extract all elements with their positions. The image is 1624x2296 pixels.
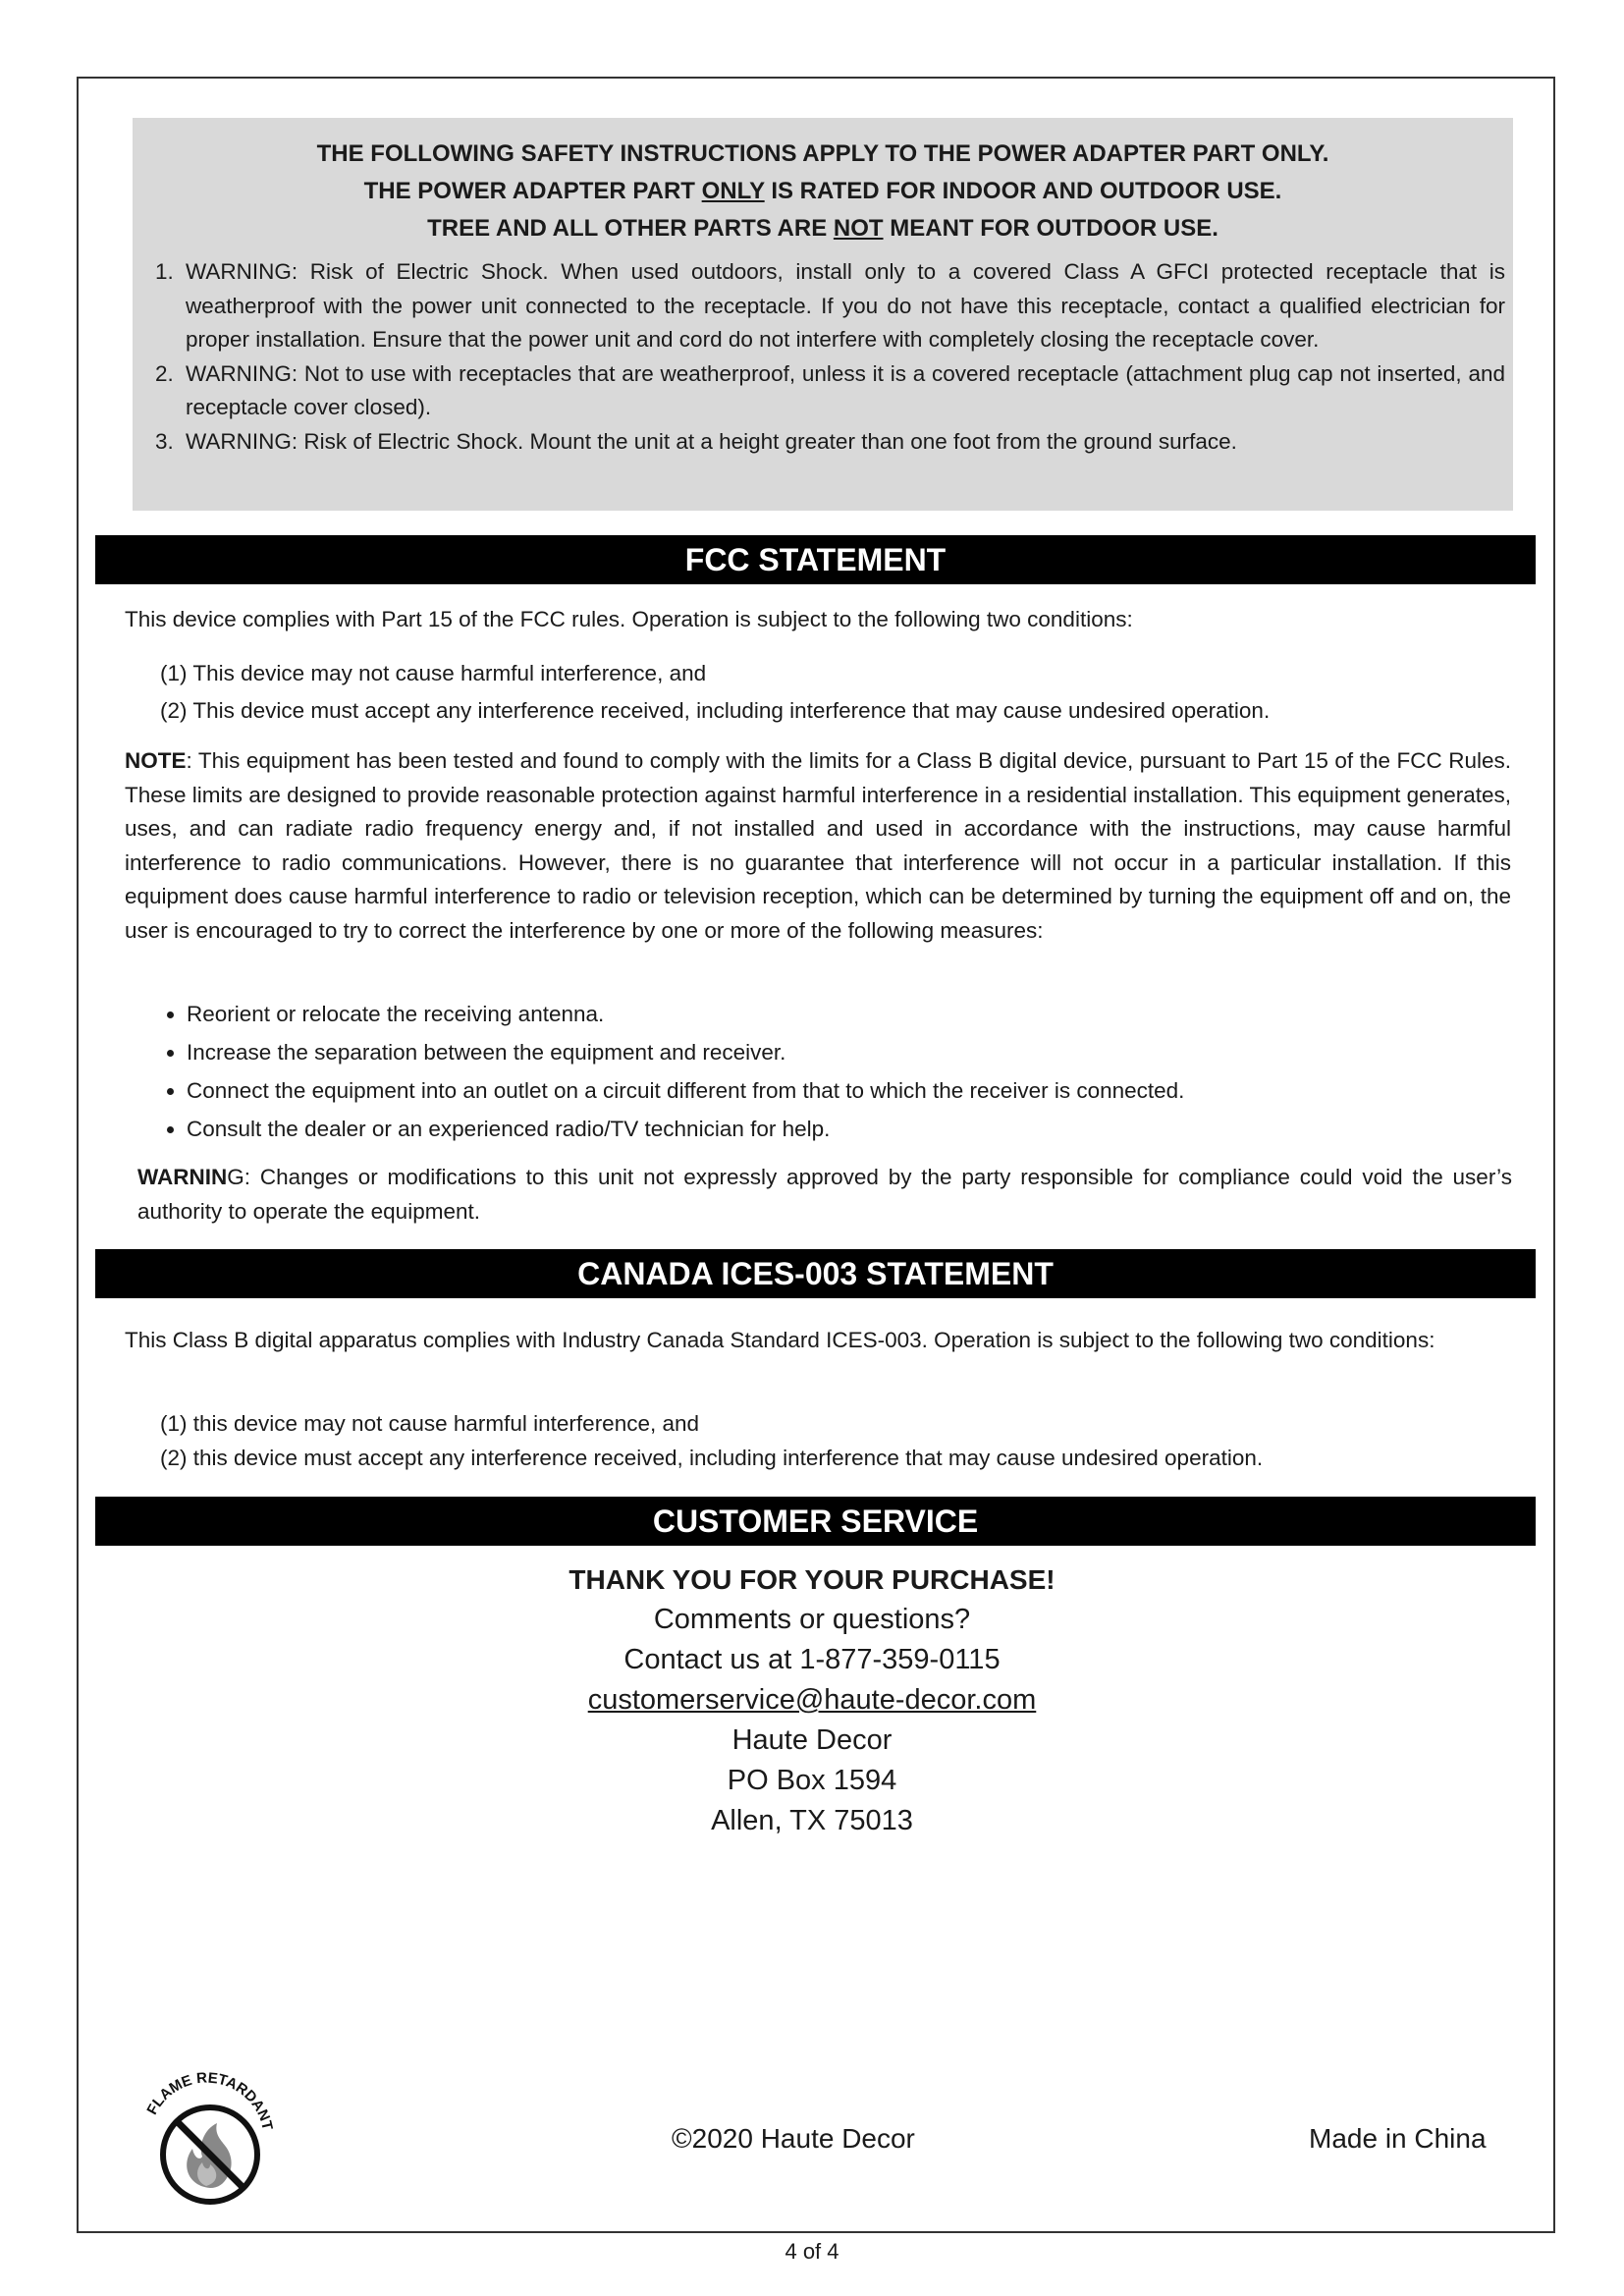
canada-intro: This Class B digital apparatus complies with Industry Canada Standard ICES-003. Operation is subject to the following two conditions:: [125, 1328, 1435, 1352]
fcc-condition-2: (2) This device must accept any interference received, including interference that may cause undesired operation.: [160, 698, 1271, 723]
email-link[interactable]: customerservice@haute-decor.com: [587, 1684, 1037, 1716]
contact-phone: Contact us at 1-877-359-0115: [623, 1644, 1001, 1675]
safety-warning-list: [140, 255, 1505, 459]
flame-retardant-logo: [124, 2039, 291, 2206]
customer-service-header: CUSTOMER SERVICE: [95, 1497, 1536, 1546]
fcc-warning: WARNING: Changes or modifications to this unit not expressly approved by the party responsible for compliance could void the user’s authority to operate the equipment.: [137, 1165, 1512, 1224]
safety-heading-3: TREE AND ALL OTHER PARTS ARE NOT MEANT FOR OUTDOOR USE.: [427, 215, 1218, 242]
safety-warning-item: 2. WARNING: Not to use with receptacles that are weatherproof, unless it is a covered receptacle (attachment plug cap not inserted, and receptacle cover closed).: [180, 357, 1505, 425]
customer-service-block: [0, 1559, 1624, 1841]
city-address: Allen, TX 75013: [711, 1805, 913, 1836]
list-item: • Increase the separation between the equipment and receiver.: [187, 1033, 1463, 1071]
svg-text:FLAME RETARDANT: [143, 2061, 283, 2134]
comments-text: Comments or questions?: [653, 1604, 971, 1635]
list-item: • Connect the equipment into an outlet on a circuit different from that to which the receiver is connected.: [187, 1071, 1463, 1110]
thank-you-text: THANK YOU FOR YOUR PURCHASE!: [568, 1564, 1056, 1595]
po-box: PO Box 1594: [727, 1765, 897, 1796]
safety-heading-2: THE POWER ADAPTER PART ONLY IS RATED FOR INDOOR AND OUTDOOR USE.: [363, 178, 1282, 204]
made-in-text: Made in China: [1309, 2123, 1487, 2154]
fcc-section-header: FCC STATEMENT: [95, 535, 1536, 584]
copyright-text: ©2020 Haute Decor: [672, 2123, 915, 2154]
fcc-note: NOTE: This equipment has been tested and found to comply with the limits for a Class B digital device, pursuant to Part 15 of the FCC Rules. These limits are designed to provide reasonable protection against harmful interference in a residential installation. This equipment generates, uses, and can radiate radio frequency energy and, if not installed and used in accordance with the instructions, may cause harmful interference to radio communications. However, there is no guarantee that interference will not occur in a particular installation. If this equipment does cause harmful interference to radio or television reception, which can be determined by turning the equipment off and on, the user is encouraged to try to correct the interference by one or more of the following measures:: [125, 748, 1511, 943]
company-name: Haute Decor: [731, 1724, 893, 1756]
canada-condition-2: (2) this device must accept any interference received, including interference that may cause undesired operation.: [160, 1446, 1264, 1470]
list-item: • Consult the dealer or an experienced radio/TV technician for help.: [187, 1110, 1463, 1148]
fcc-intro: This device complies with Part 15 of the FCC rules. Operation is subject to the following two conditions:: [125, 607, 1133, 631]
fcc-measures-list: [157, 995, 1463, 1148]
canada-section-header: CANADA ICES-003 STATEMENT: [95, 1249, 1536, 1298]
logo-arc-text: FLAME RETARDANT: [143, 2069, 276, 2132]
safety-warning-item: 3. WARNING: Risk of Electric Shock. Mount the unit at a height greater than one foot from the ground surface.: [180, 425, 1505, 460]
safety-warning-item: 1. WARNING: Risk of Electric Shock. When used outdoors, install only to a covered Class A GFCI protected receptacle that is weatherproof with the power unit connected to the receptacle. If you do not have this receptacle, contact a qualified electrician for proper installation. Ensure that the power unit and cord do not interfere with completely closing the receptacle cover.: [180, 255, 1505, 357]
page-number: 4 of 4: [785, 2239, 839, 2264]
fcc-condition-1: (1) This device may not cause harmful interference, and: [160, 661, 707, 685]
safety-instructions-box: [133, 118, 1513, 511]
safety-heading-1: THE FOLLOWING SAFETY INSTRUCTIONS APPLY TO THE POWER ADAPTER PART ONLY.: [316, 140, 1329, 167]
list-item: • Reorient or relocate the receiving antenna.: [187, 995, 1463, 1033]
canada-condition-1: (1) this device may not cause harmful interference, and: [160, 1411, 700, 1436]
